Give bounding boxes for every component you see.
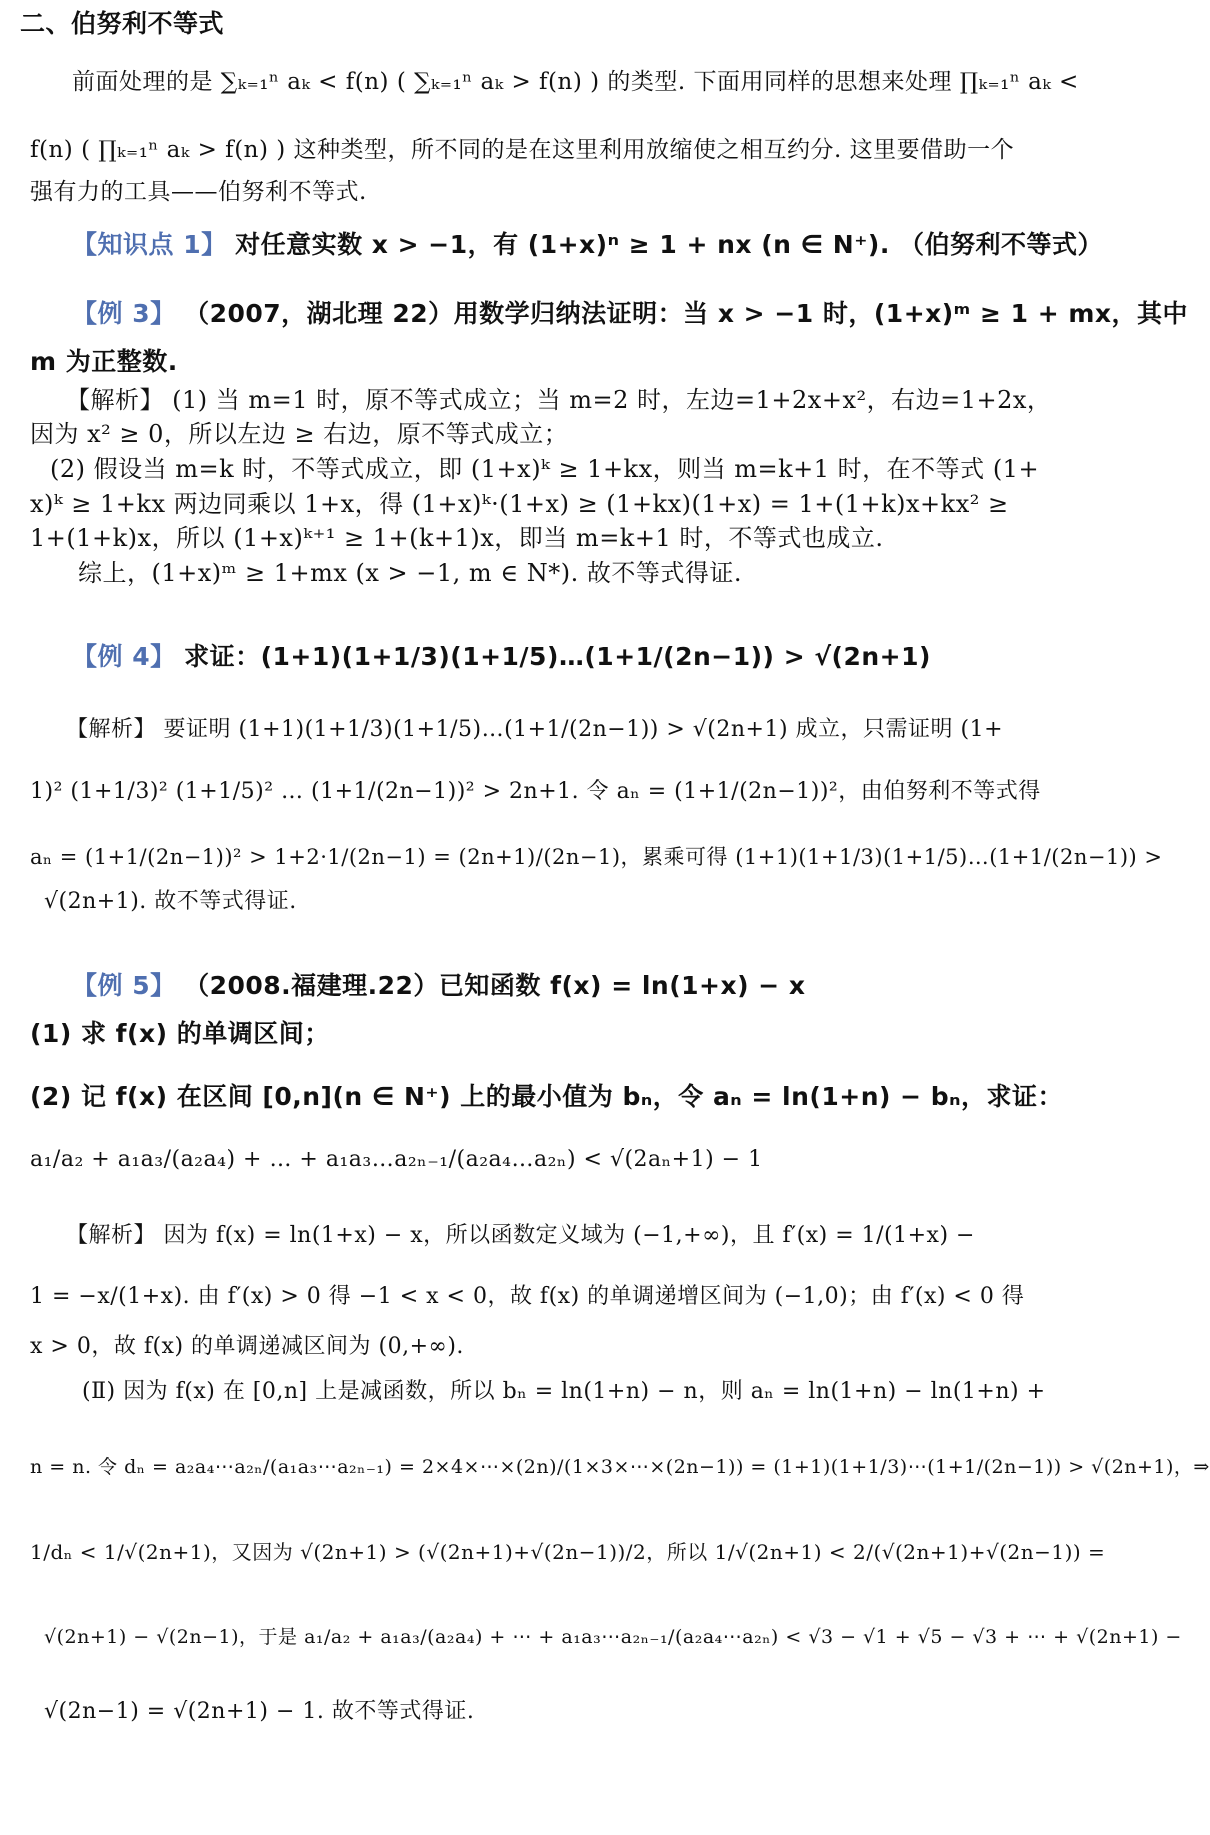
example-5-solution-7: √(2n+1) − √(2n−1)，于是 a₁/a₂ + a₁a₃/(a₂a₄) + ⋯ + a₁a₃⋯a₂ₙ₋₁/(a₂a₄⋯a₂ₙ) < √3 − √1 + √5 − √3 + ⋯ + √(2n+1) − [44,1626,1182,1648]
example-5-tag: 【例 5】 [72,971,176,1000]
example-5-solution-2: 1 = −x/(1+x). 由 f′(x) > 0 得 −1 < x < 0，故 f(x) 的单调递增区间为 (−1,0)；由 f′(x) < 0 得 [30,1284,1025,1309]
example-3-statement [72,292,1189,336]
knowledge-point [72,223,1104,267]
intro-line-2: f(n) ( ∏ₖ₌₁ⁿ aₖ > f(n) ) 这种类型，所不同的是在这里利用放缩使之相互约分. 这里要借助一个 [30,137,1015,163]
example-4-text: 求证：(1+1)(1+1/3)(1+1/5)…(1+1/(2n−1)) > √(2n+1) [184,642,931,671]
example-5-formula: a₁/a₂ + a₁a₃/(a₂a₄) + … + a₁a₃…a₂ₙ₋₁/(a₂a₄…a₂ₙ) < √(2aₙ+1) − 1 [30,1147,763,1172]
example-4-solution-2: 1)² (1+1/3)² (1+1/5)² … (1+1/(2n−1))² > 2n+1. 令 aₙ = (1+1/(2n−1))²，由伯努利不等式得 [30,779,1041,804]
example-3-tag: 【例 3】 [72,299,176,328]
intro-line-3: 强有力的工具——伯努利不等式. [30,179,367,205]
example-4-solution-4: √(2n+1). 故不等式得证. [44,889,297,914]
example-3-solution-1: 【解析】 (1) 当 m=1 时，原不等式成立；当 m=2 时，左边=1+2x+x²，右边=1+2x， [66,386,1052,414]
knowledge-text: 对任意实数 x > −1，有 (1+x)ⁿ ≥ 1 + nx (n ∈ N⁺). （伯努利不等式） [235,230,1104,259]
example-4-statement [72,635,1080,679]
knowledge-tag: 【知识点 1】 [72,230,227,259]
example-5-text: （2008.福建理.22）已知函数 f(x) = ln(1+x) − x [184,971,806,1000]
example-5-solution-8: √(2n−1) = √(2n+1) − 1. 故不等式得证. [44,1699,475,1724]
example-5-solution-5: n = n. 令 dₙ = a₂a₄⋯a₂ₙ/(a₁a₃⋯a₂ₙ₋₁) = 2×4×⋯×(2n)/(1×3×⋯×(2n−1)) = (1+1)(1+1/3)⋯(1+1/(2n−1)) > √(2n+1)，⇒ [30,1456,1210,1478]
example-5-question-1: (1) 求 f(x) 的单调区间； [30,1019,330,1048]
example-3-solution-6: 综上，(1+x)ᵐ ≥ 1+mx (x > −1, m ∈ N*). 故不等式得证. [78,559,742,587]
example-3-solution-2: 因为 x² ≥ 0，所以左边 ≥ 右边，原不等式成立； [30,420,569,448]
example-3-solution-3: (2) 假设当 m=k 时，不等式成立，即 (1+x)ᵏ ≥ 1+kx，则当 m=k+1 时，在不等式 (1+ [50,455,1040,483]
example-5-solution-3: x > 0，故 f(x) 的单调递减区间为 (0,+∞). [30,1334,464,1359]
example-5-solution-6: 1/dₙ < 1/√(2n+1)，又因为 √(2n+1) > (√(2n+1)+√(2n−1))/2，所以 1/√(2n+1) < 2/(√(2n+1)+√(2n−1)) = [30,1540,1106,1564]
example-5-solution-1: 【解析】 因为 f(x) = ln(1+x) − x，所以函数定义域为 (−1,+∞)，且 f′(x) = 1/(1+x) − [66,1223,975,1248]
example-3-text: （2007，湖北理 22）用数学归纳法证明：当 x > −1 时，(1+x)ᵐ ≥ 1 + mx，其中 [184,299,1189,328]
example-5-statement [72,964,1080,1008]
example-5-question-2: (2) 记 f(x) 在区间 [0,n](n ∈ N⁺) 上的最小值为 bₙ，令 aₙ = ln(1+n) − bₙ，求证： [30,1082,1064,1111]
intro-line-1: 前面处理的是 ∑ₖ₌₁ⁿ aₖ < f(n) ( ∑ₖ₌₁ⁿ aₖ > f(n) ) 的类型. 下面用同样的思想来处理 ∏ₖ₌₁ⁿ aₖ < [72,69,1079,95]
example-4-solution-3: aₙ = (1+1/(2n−1))² > 1+2·1/(2n−1) = (2n+1)/(2n−1)，累乘可得 (1+1)(1+1/3)(1+1/5)…(1+1/(2n−1)) > [30,845,1163,869]
example-3-statement-cont: m 为正整数. [30,347,178,376]
example-5-solution-4: (Ⅱ) 因为 f(x) 在 [0,n] 上是减函数，所以 bₙ = ln(1+n) − n，则 aₙ = ln(1+n) − ln(1+n) + [82,1379,1046,1404]
section-title: 二、伯努利不等式 [20,9,225,38]
example-3-solution-5: 1+(1+k)x，所以 (1+x)ᵏ⁺¹ ≥ 1+(k+1)x，即当 m=k+1 时，不等式也成立. [30,524,884,552]
example-4-tag: 【例 4】 [72,642,176,671]
example-3-solution-4: x)ᵏ ≥ 1+kx 两边同乘以 1+x，得 (1+x)ᵏ·(1+x) ≥ (1+kx)(1+x) = 1+(1+k)x+kx² ≥ [30,490,1009,518]
example-4-solution-1: 【解析】 要证明 (1+1)(1+1/3)(1+1/5)…(1+1/(2n−1)) > √(2n+1) 成立，只需证明 (1+ [66,717,1004,742]
